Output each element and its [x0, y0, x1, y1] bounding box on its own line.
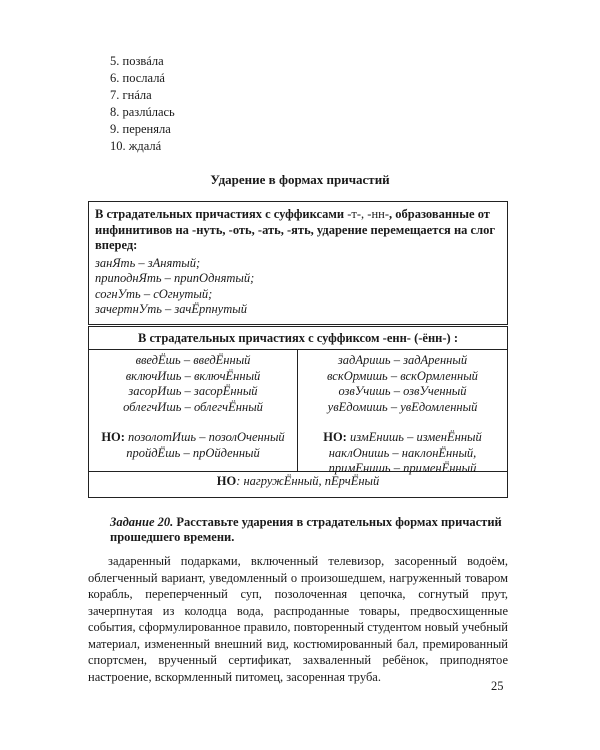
list-item: 8. разлúлась: [110, 105, 175, 119]
example-line: озвУчишь – озвУченный: [338, 384, 467, 398]
task-heading: [110, 515, 510, 545]
example-line: согнУть – сОгнутый;: [95, 286, 213, 301]
rule-box-enn: [88, 326, 508, 498]
example-line: вскОрмишь – вскОрмленный: [327, 368, 478, 383]
no-label: НО: [216, 474, 237, 488]
no-label: НО:: [323, 430, 347, 444]
example-line: облегчИшь – облегчЁнный: [123, 399, 263, 414]
rule-text: [95, 207, 501, 254]
rule-box-header: В страдательных причастиях с суффиксом -енн- (-ённ-) :: [89, 327, 507, 350]
exercise-text: задаренный подарками, включенный телевизор, засоренный водоём, облегченный вариант, уведомленный о произошедшем, нагруженный товаром корабль, переперченный суп, позолоченная цепочка, согнутый прут, зачерпнутая из колодца вода, распроданные товары, предвосхищенные события, сформулированное правило, повторенный студентом новый учебный материал, измененный внешний вид, костюмированный бал, премированный спортсмен, врученный сертификат, захваленный ребёнок, приподнятое настроение, вскормленный питомец, засоренная труба.: [88, 554, 508, 684]
exception-line: [298, 430, 507, 446]
exception-line: пройдЁшь – прОйденный: [126, 445, 260, 460]
exception-line: наклОнишь – наклонЁнный,: [328, 445, 477, 460]
no-label: НО:: [101, 430, 125, 444]
rule-box-t-nn: [88, 201, 508, 325]
footer-text: : нагружЁнный, пЕрчЁный: [236, 474, 380, 488]
example-line: засорИшь – засорЁнный: [128, 384, 258, 398]
exception-line: примЕнишь – применЁнный: [328, 461, 477, 475]
rule-bold-part-2: , образованные от инфинитивов на -нуть, -оть, -ать, -ять, ударение перемещается на слог вперед:: [95, 207, 496, 252]
example-line: введЁшь – введЁнный: [135, 353, 251, 367]
example-line: включИшь – включЁнный: [125, 368, 261, 383]
example-line: увЕдомишь – увЕдомленный: [327, 399, 478, 414]
exception-line: [89, 430, 297, 446]
list-item: 7. гнáла: [110, 88, 152, 102]
task-text: Расставьте ударения в страдательных формах причастий прошедшего времени.: [110, 515, 502, 544]
example-line: занЯть – зАнятый;: [95, 255, 201, 270]
right-column: [298, 353, 507, 477]
rule-bold-part-1: В страдательных причастиях с суффиксами: [95, 207, 348, 221]
example-line: приподнЯть – припОднятый;: [95, 271, 255, 285]
box-footer: [89, 474, 507, 489]
rule-suffixes: -т-, -нн-: [347, 207, 390, 221]
answer-list: [110, 53, 175, 155]
list-item: 10. ждалá: [110, 139, 162, 153]
left-column: [89, 353, 297, 461]
list-item: 5. позвáла: [110, 54, 164, 68]
exception-text: измЕнишь – изменЁнный: [349, 430, 482, 444]
spacer: [89, 415, 297, 430]
spacer: [298, 415, 507, 430]
example-line: зачертнУть – зачЁрпнутый: [95, 302, 247, 316]
page-number: 25: [491, 679, 504, 693]
example-line: задАришь – задАренный: [337, 353, 468, 367]
section-title: Ударение в формах причастий: [210, 172, 390, 187]
list-item: 6. послалá: [110, 71, 165, 85]
list-item: 9. переняла: [110, 122, 171, 136]
exception-text: позолотИшь – позолОченный: [128, 430, 285, 444]
task-label: Задание 20.: [110, 515, 174, 529]
